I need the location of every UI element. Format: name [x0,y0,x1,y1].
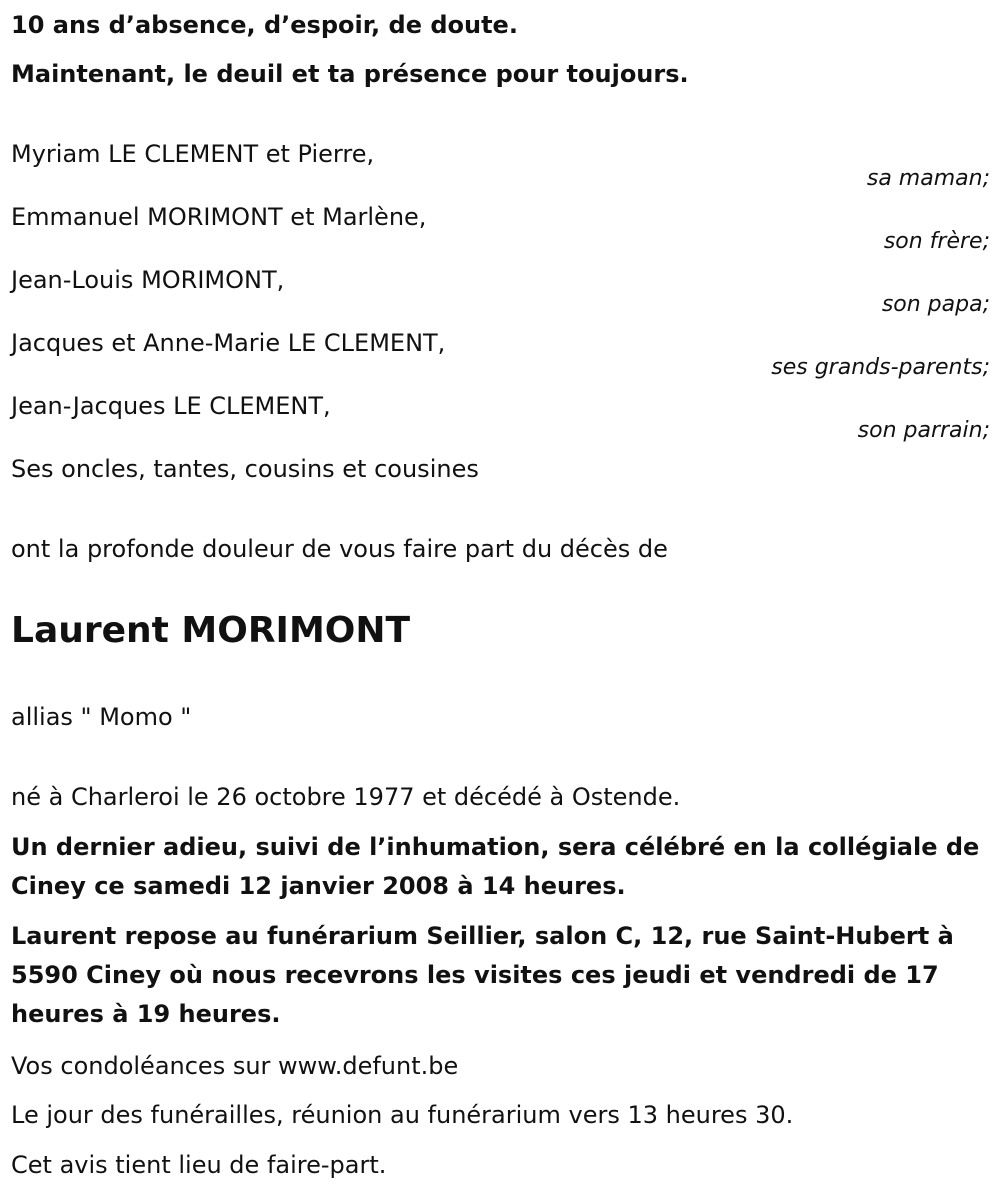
deceased-alias: allias " Momo " [11,703,192,731]
intro-line-2: Maintenant, le deuil et ta présence pour toujours. [11,60,689,88]
ceremony-info: Un dernier adieu, suivi de l’inhumation, sera célébré en la collégiale de Ciney ce samedi 12 janvier 2008 à 14 heures. [11,833,980,900]
family-member-relation: son papa; [881,292,990,317]
condolences-info: Vos condoléances sur www.defunt.be [11,1052,459,1080]
family-member-name: Jean-Louis MORIMONT, [11,266,285,294]
birth-death-info: né à Charleroi le 26 octobre 1977 et décédé à Ostende. [11,783,681,811]
family-member-relation: ses grands-parents; [771,355,990,380]
family-member-relation: son frère; [883,229,990,254]
family-member-name: Myriam LE CLEMENT et Pierre, [11,140,375,168]
family-member-name: Jean-Jacques LE CLEMENT, [11,392,331,420]
family-member-relation: sa maman; [866,166,990,191]
closing-note: Cet avis tient lieu de faire-part. [11,1151,387,1179]
funeral-day-info: Le jour des funérailles, réunion au funérarium vers 13 heures 30. [11,1101,794,1129]
announcement-text: ont la profonde douleur de vous faire part du décès de [11,535,668,563]
visitation-info: Laurent repose au funérarium Seillier, salon C, 12, rue Saint-Hubert à 5590 Ciney où nous recevrons les visites ces jeudi et vendredi de 17 heures à 19 heures. [11,922,954,1028]
family-member-name: Jacques et Anne-Marie LE CLEMENT, [11,329,446,357]
family-member-relation: son parrain; [857,418,990,443]
family-member-name: Emmanuel MORIMONT et Marlène, [11,203,427,231]
deceased-name: Laurent MORIMONT [11,610,411,651]
intro-line-1: 10 ans d’absence, d’espoir, de doute. [11,11,518,39]
family-extended: Ses oncles, tantes, cousins et cousines [11,455,479,483]
